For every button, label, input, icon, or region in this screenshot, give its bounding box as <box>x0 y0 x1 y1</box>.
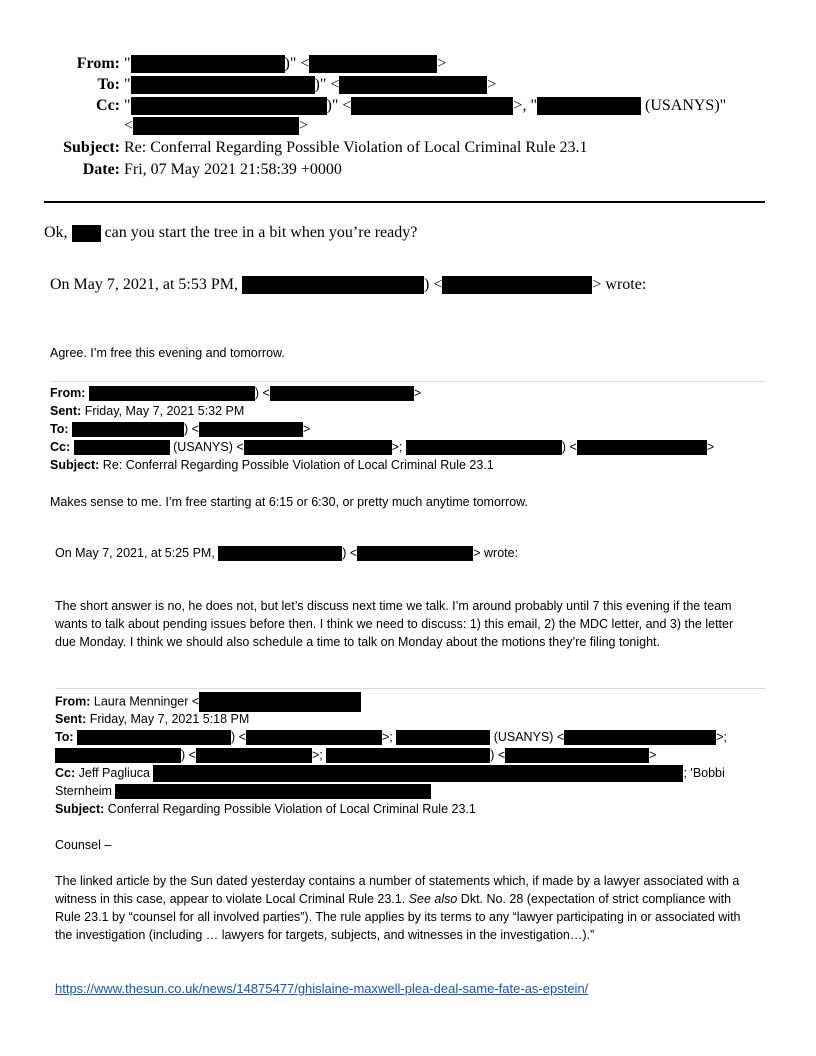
email3-from-name: Laura Menninger < <box>93 694 200 709</box>
header-subject-row <box>60 138 588 158</box>
punct: > <box>592 276 602 293</box>
redaction <box>89 386 255 401</box>
letter-see-also: See also <box>408 892 458 906</box>
email3-cc-row <box>55 764 725 782</box>
msg3-paragraph <box>55 597 757 651</box>
email3-cc-label: Cc: <box>55 766 76 780</box>
email3-cc-sternheim: Sternheim <box>55 784 112 798</box>
email2-subject-row <box>50 456 494 474</box>
header-date-label: Date: <box>82 161 120 178</box>
header-subject: Re: Conferral Regarding Possible Violation of Local Criminal Rule 23.1 <box>124 139 588 156</box>
redaction <box>537 97 641 115</box>
email3-subject-row <box>55 800 476 818</box>
redaction <box>577 440 707 455</box>
punct: )" < <box>314 76 340 93</box>
header-to-label: To: <box>97 76 120 93</box>
punct: > <box>706 440 715 454</box>
redaction <box>339 76 487 94</box>
quote2-prefix: On May 7, 2021, at 5:25 PM, <box>55 546 215 560</box>
email2-body-text: Makes sense to me. I’m free starting at 6:15 or 6:30, or pretty much anytime tomorrow. <box>50 495 528 509</box>
redaction <box>153 765 683 782</box>
email2-to-row <box>50 420 310 438</box>
email2-sent-label: Sent: <box>50 404 82 418</box>
header-to-row <box>60 75 496 95</box>
letter-p1-a: The linked article by the Sun dated yesterday contains a number of statements which, if made by a lawyer associated with a witness in this case, appear to violate Local Criminal Rule 23.1. <box>55 874 740 906</box>
email2-cc-label: Cc: <box>50 440 71 454</box>
punct: ) < <box>231 730 246 744</box>
header-from-label: From: <box>76 55 120 72</box>
email3-cc-row-2 <box>55 782 431 800</box>
email2-subject: Re: Conferral Regarding Possible Violation of Local Criminal Rule 23.1 <box>102 458 494 472</box>
email3-to-label: To: <box>55 730 74 744</box>
redaction <box>218 546 342 561</box>
redaction <box>131 55 285 73</box>
header-from-row <box>60 54 446 74</box>
email3-cc-name: Jeff Pagliuca <box>78 766 150 780</box>
redaction <box>199 692 361 712</box>
punct: > <box>487 76 497 93</box>
punct: ) < <box>490 748 506 762</box>
letter-link-row <box>55 980 588 998</box>
redaction <box>131 76 315 94</box>
punct: ) < <box>561 440 577 454</box>
redaction <box>505 748 649 763</box>
header-cc-label: Cc: <box>96 97 120 114</box>
redaction <box>244 440 392 455</box>
redaction <box>326 748 490 763</box>
email2-to-label: To: <box>50 422 69 436</box>
punct: > <box>649 748 657 762</box>
email2-divider <box>50 381 766 382</box>
quote1-prefix: On May 7, 2021, at 5:53 PM, <box>50 276 238 293</box>
punct: > <box>473 546 481 560</box>
redaction <box>242 276 424 294</box>
email3-to-row-2 <box>55 746 656 764</box>
redaction <box>77 730 231 745</box>
email3-divider <box>55 688 766 689</box>
quote-mark: " <box>124 55 131 72</box>
email3-to-usanys: (USANYS) < <box>493 730 565 744</box>
email3-cc-bobbi: ; 'Bobbi <box>683 766 725 780</box>
header-cc-row <box>60 96 726 116</box>
punct: > <box>437 55 447 72</box>
punct: < <box>124 117 134 134</box>
email2-sent-row <box>50 402 244 420</box>
punct: ) < <box>254 386 270 400</box>
header-date: Fri, 07 May 2021 21:58:39 +0000 <box>124 161 342 178</box>
redaction <box>406 440 562 455</box>
email2-subject-label: Subject: <box>50 458 100 472</box>
redaction <box>442 276 592 294</box>
punct: ) < <box>184 422 199 436</box>
quote2-line <box>55 544 518 562</box>
header-cc-row-2 <box>124 116 308 136</box>
email2-body <box>50 493 528 511</box>
redaction <box>72 422 184 437</box>
email3-sent-row <box>55 710 249 728</box>
quote-mark: " <box>124 97 131 114</box>
redaction <box>396 730 490 745</box>
punct: >; <box>716 730 727 744</box>
letter-paragraph-text <box>55 872 757 944</box>
redaction <box>246 730 382 745</box>
email2-sent: Friday, May 7, 2021 5:32 PM <box>84 404 245 418</box>
quote2-suffix: wrote: <box>484 546 519 560</box>
punct: ) < <box>424 276 443 293</box>
punct: >; <box>391 440 403 454</box>
redaction <box>270 386 414 401</box>
quote1-line <box>50 275 646 295</box>
redaction <box>199 422 303 437</box>
punct: > <box>413 386 422 400</box>
article-link[interactable]: https://www.thesun.co.uk/news/14875477/ghislaine-maxwell-plea-deal-same-fate-as-epstein/ <box>55 981 589 996</box>
redaction <box>55 748 181 763</box>
email3-subject-label: Subject: <box>55 802 105 816</box>
punct: ) < <box>181 748 196 762</box>
reply-prefix: Ok, <box>44 224 68 241</box>
email3-sent-label: Sent: <box>55 712 87 726</box>
redaction <box>115 784 431 799</box>
redaction <box>309 55 437 73</box>
quote-mark: " <box>124 76 131 93</box>
punct: > <box>302 422 311 436</box>
email2-cc-row <box>50 438 714 456</box>
agree-text: Agree. I’m free this evening and tomorrow. <box>50 346 285 360</box>
email2-from-row <box>50 384 421 402</box>
punct: > <box>299 117 309 134</box>
reply-text: can you start the tree in a bit when you’re ready? <box>104 224 418 241</box>
punct: )" < <box>284 55 310 72</box>
email2-cc-usanys: (USANYS) < <box>173 440 244 454</box>
redaction <box>72 225 101 242</box>
email3-from-row <box>55 692 361 712</box>
email3-sent: Friday, May 7, 2021 5:18 PM <box>89 712 250 726</box>
redaction <box>74 440 170 455</box>
agree-line <box>50 344 285 362</box>
redaction <box>351 97 513 115</box>
email2-from-label: From: <box>50 386 86 400</box>
letter-greeting-text: Counsel – <box>55 838 112 852</box>
punct: >; <box>311 748 323 762</box>
letter-greeting <box>55 836 111 854</box>
header-divider <box>44 201 765 203</box>
email3-subject: Conferral Regarding Possible Violation of Local Criminal Rule 23.1 <box>107 802 476 816</box>
header-date-row <box>60 160 342 180</box>
letter-p1-b: Dkt. No. 28 (expectation of strict compliance with Rule 23.1 by “counsel for all involved parties”). The rule applies by its terms to any “lawyer participating in or associated with the investigation (including … lawyers for targets, subjects, and witnesses in the investigation…).” <box>55 892 741 942</box>
header-cc-usanys: (USANYS)" <box>644 97 727 114</box>
punct: ) < <box>342 546 358 560</box>
msg3-text: The short answer is no, he does not, but let’s discuss next time we talk. I’m around probably until 7 this evening if the team wants to talk about pending issues before then. I think we need to discuss: 1) this email, 2) the MDC letter, and 3) the letter due Monday. I think we should also schedule a time to talk on Monday about the motions they’re filing tonight. <box>55 599 734 649</box>
punct: >; <box>381 730 393 744</box>
reply-line <box>44 223 417 243</box>
header-subject-label: Subject: <box>63 139 120 156</box>
letter-paragraph <box>55 872 757 944</box>
redaction <box>133 117 299 135</box>
redaction <box>131 97 327 115</box>
redaction <box>564 730 716 745</box>
quote1-suffix: wrote: <box>605 276 647 293</box>
redaction <box>357 546 473 561</box>
punct: >, " <box>513 97 537 114</box>
email3-to-row <box>55 728 727 746</box>
redaction <box>196 748 312 763</box>
punct: )" < <box>326 97 352 114</box>
email3-from-label: From: <box>55 694 91 709</box>
